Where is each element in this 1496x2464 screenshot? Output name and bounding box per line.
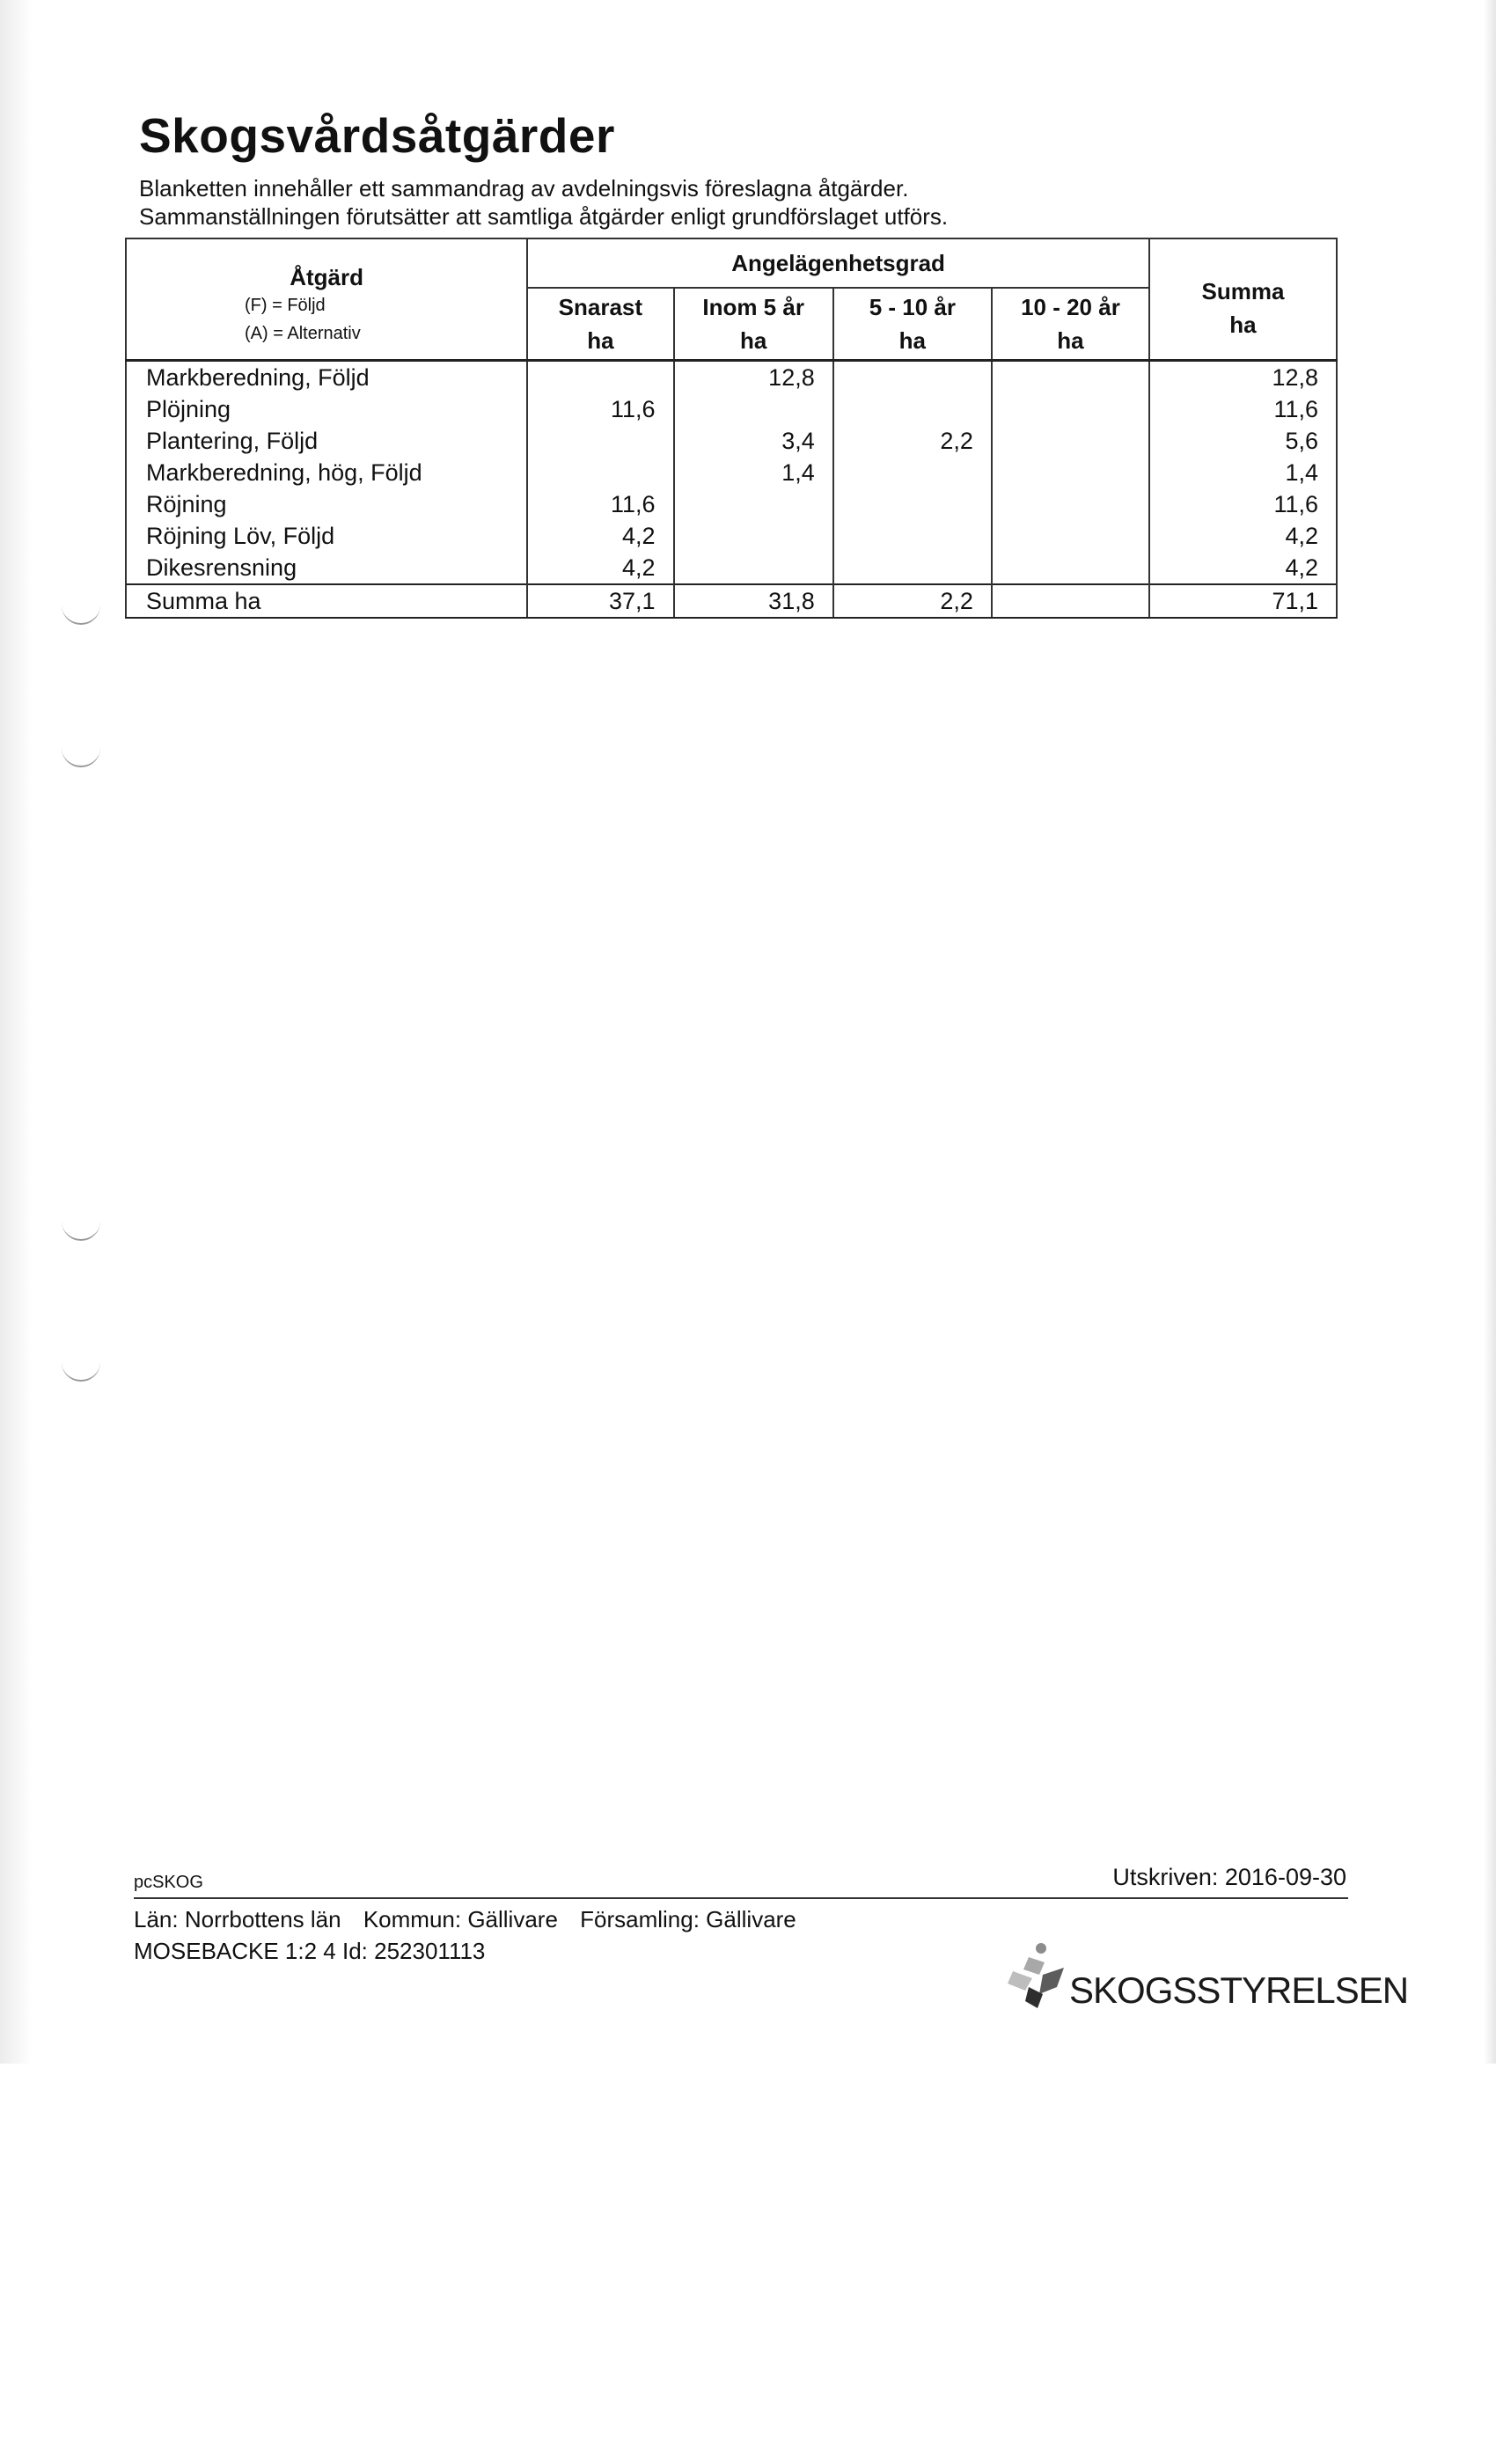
scan-margin-bottom xyxy=(0,2064,1496,2464)
total-summa: 71,1 xyxy=(1149,584,1337,618)
header-summa-unit: ha xyxy=(1229,312,1257,338)
cell-snarast: 4,2 xyxy=(527,552,673,584)
cell-inom-5-ar: 12,8 xyxy=(674,361,833,394)
page-title: Skogsvårdsåtgärder xyxy=(139,108,615,163)
cell-5-10-ar: 2,2 xyxy=(833,425,992,457)
cell-5-10-ar xyxy=(833,520,992,552)
header-summa xyxy=(1149,238,1337,361)
row-name: Plöjning xyxy=(126,393,527,425)
cell-10-20-ar xyxy=(992,361,1149,394)
cell-10-20-ar xyxy=(992,488,1149,520)
header-snarast-label: Snarast xyxy=(558,294,643,320)
cell-snarast: 4,2 xyxy=(527,520,673,552)
header-inom-5-ar xyxy=(674,288,833,361)
cell-5-10-ar xyxy=(833,393,992,425)
cell-5-10-ar xyxy=(833,552,992,584)
header-10-20-ar-label: 10 - 20 år xyxy=(1021,294,1120,320)
header-snarast-unit: ha xyxy=(587,327,614,354)
cell-summa: 12,8 xyxy=(1149,361,1337,394)
table-row xyxy=(126,393,1337,425)
table-row xyxy=(126,361,1337,394)
cell-summa: 11,6 xyxy=(1149,393,1337,425)
intro-line: Blanketten innehåller ett sammandrag av avdelningsvis föreslagna åtgärder. xyxy=(139,175,909,202)
header-summa-label: Summa xyxy=(1201,278,1285,304)
total-inom-5-ar: 31,8 xyxy=(674,584,833,618)
cell-5-10-ar xyxy=(833,488,992,520)
cell-snarast: 11,6 xyxy=(527,393,673,425)
page-shadow-right xyxy=(1484,0,1496,2064)
total-5-10-ar: 2,2 xyxy=(833,584,992,618)
table-total-row xyxy=(126,584,1337,618)
header-5-10-ar-unit: ha xyxy=(898,327,927,354)
cell-10-20-ar xyxy=(992,520,1149,552)
footer-app-name: pcSKOG xyxy=(134,1873,203,1892)
cell-10-20-ar xyxy=(992,425,1149,457)
table-row xyxy=(126,457,1337,488)
row-name: Dikesrensning xyxy=(126,552,527,584)
row-name: Markberedning, hög, Följd xyxy=(126,457,527,488)
leaf-emblem-icon xyxy=(999,1936,1078,2015)
cell-inom-5-ar xyxy=(674,552,833,584)
cell-summa: 4,2 xyxy=(1149,520,1337,552)
header-legend-alternativ: (A) = Alternativ xyxy=(245,324,361,343)
cell-inom-5-ar xyxy=(674,520,833,552)
cell-summa: 5,6 xyxy=(1149,425,1337,457)
cell-10-20-ar xyxy=(992,552,1149,584)
cell-inom-5-ar xyxy=(674,393,833,425)
header-5-10-ar xyxy=(833,288,992,361)
cell-summa: 4,2 xyxy=(1149,552,1337,584)
header-atgard-label: Åtgärd xyxy=(290,264,363,290)
page-shadow-left xyxy=(0,0,32,2064)
footer-location xyxy=(134,1906,812,1933)
cell-5-10-ar xyxy=(833,457,992,488)
cell-snarast: 11,6 xyxy=(527,488,673,520)
table-row xyxy=(126,488,1337,520)
cell-snarast xyxy=(527,457,673,488)
footer-divider xyxy=(134,1897,1348,1899)
header-10-20-ar-unit: ha xyxy=(1057,327,1084,354)
table-row xyxy=(126,425,1337,457)
intro-line: Sammanställningen förutsätter att samtliga åtgärder enligt grundförslaget utförs. xyxy=(139,203,949,230)
cell-10-20-ar xyxy=(992,393,1149,425)
cell-summa: 11,6 xyxy=(1149,488,1337,520)
header-snarast xyxy=(527,288,673,361)
table-row xyxy=(126,552,1337,584)
cell-5-10-ar xyxy=(833,361,992,394)
header-10-20-ar xyxy=(992,288,1149,361)
logo-wordmark: SKOGSSTYRELSEN xyxy=(1069,1969,1409,2011)
header-legend-foljd: (F) = Följd xyxy=(245,296,326,315)
cell-snarast xyxy=(527,425,673,457)
row-name: Röjning xyxy=(126,488,527,520)
cell-inom-5-ar: 3,4 xyxy=(674,425,833,457)
cell-summa: 1,4 xyxy=(1149,457,1337,488)
row-name: Röjning Löv, Följd xyxy=(126,520,527,552)
footer-lan: Län: Norrbottens län xyxy=(134,1906,341,1932)
row-name: Markberedning, Följd xyxy=(126,361,527,394)
footer-property-id: MOSEBACKE 1:2 4 Id: 252301113 xyxy=(134,1938,486,1964)
total-10-20-ar xyxy=(992,584,1149,618)
cell-10-20-ar xyxy=(992,457,1149,488)
cell-inom-5-ar xyxy=(674,488,833,520)
header-inom-5-ar-unit: ha xyxy=(739,327,767,354)
skogsstyrelsen-logo xyxy=(999,1936,1409,2015)
cell-snarast xyxy=(527,361,673,394)
footer-kommun: Kommun: Gällivare xyxy=(363,1906,558,1932)
header-inom-5-ar-label: Inom 5 år xyxy=(702,294,804,320)
measures-summary-table xyxy=(125,238,1338,619)
header-5-10-ar-label: 5 - 10 år xyxy=(869,294,956,320)
total-snarast: 37,1 xyxy=(527,584,673,618)
footer-forsamling: Församling: Gällivare xyxy=(580,1906,796,1932)
header-atgard xyxy=(126,238,527,361)
cell-inom-5-ar: 1,4 xyxy=(674,457,833,488)
intro-text xyxy=(139,174,948,231)
footer-printed-date: Utskriven: 2016-09-30 xyxy=(1112,1864,1346,1890)
table-row xyxy=(126,520,1337,552)
header-angelagenhetsgrad: Angelägenhetsgrad xyxy=(527,238,1149,288)
total-label: Summa ha xyxy=(126,584,527,618)
row-name: Plantering, Följd xyxy=(126,425,527,457)
